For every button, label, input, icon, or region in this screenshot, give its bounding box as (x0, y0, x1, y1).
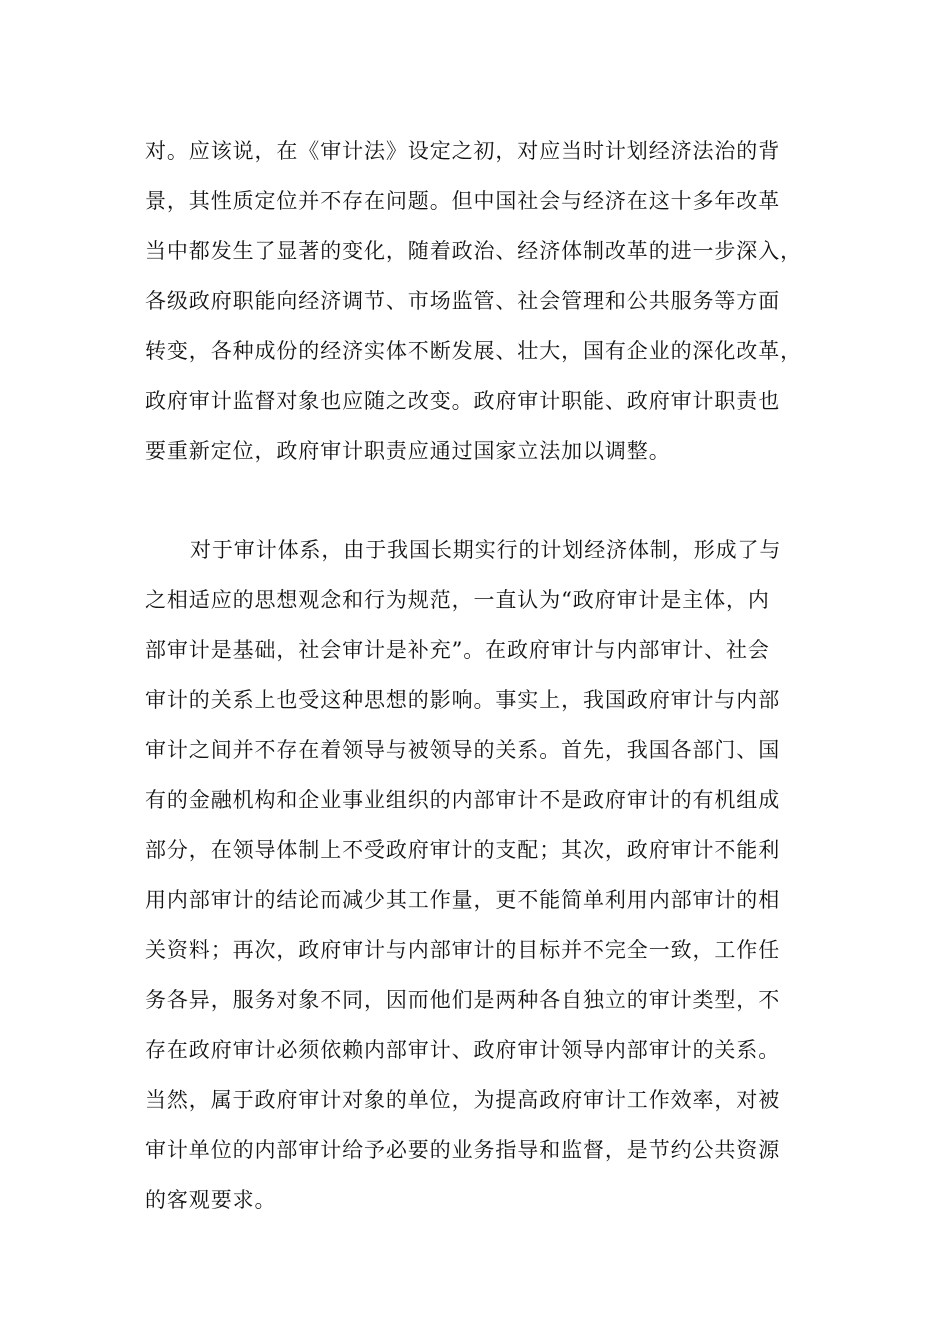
paragraph-1-line-1: 对。应该说，在《审计法》设定之初，对应当时计划经济法治的背 (145, 139, 781, 163)
paragraph-2-line-5: 审计之间并不存在着领导与被领导的关系。首先，我国各部门、国 (145, 738, 781, 762)
paragraph-2-line-13: 审计单位的内部审计给予必要的业务指导和监督，是节约公共资源 (145, 1138, 781, 1162)
paragraph-1-line-7: 要重新定位，政府审计职责应通过国家立法加以调整。 (145, 439, 671, 463)
paragraph-2-line-7: 部分，在领导体制上不受政府审计的支配；其次，政府审计不能利 (145, 838, 781, 862)
paragraph-2-line-3: 部审计是基础，社会审计是补充”。在政府审计与内部审计、社会 (145, 638, 770, 662)
paragraph-2-line-12: 当然，属于政府审计对象的单位，为提高政府审计工作效率，对被 (145, 1088, 781, 1112)
paragraph-1-line-6: 政府审计监督对象也应随之改变。政府审计职能、政府审计职责也 (145, 389, 781, 413)
paragraph-2-line-1: 对于审计体系，由于我国长期实行的计划经济体制，形成了与 (190, 538, 782, 562)
paragraph-2-line-8: 用内部审计的结论而减少其工作量，更不能简单利用内部审计的相 (145, 888, 781, 912)
paragraph-2-line-14: 的客观要求。 (145, 1188, 277, 1212)
paragraph-2-line-6: 有的金融机构和企业事业组织的内部审计不是政府审计的有机组成 (145, 788, 781, 812)
paragraph-2-line-4: 审计的关系上也受这种思想的影响。事实上，我国政府审计与内部 (145, 688, 781, 712)
paragraph-2-line-9: 关资料；再次，政府审计与内部审计的目标并不完全一致，工作任 (145, 938, 781, 962)
paragraph-1-line-2: 景，其性质定位并不存在问题。但中国社会与经济在这十多年改革 (145, 189, 781, 213)
paragraph-2-line-2: 之相适应的思想观念和行为规范，一直认为“政府审计是主体，内 (145, 588, 770, 612)
paragraph-2-line-11: 存在政府审计必须依赖内部审计、政府审计领导内部审计的关系。 (145, 1038, 781, 1062)
paragraph-1-line-4: 各级政府职能向经济调节、市场监管、社会管理和公共服务等方面 (145, 289, 781, 313)
paragraph-1-line-3: 当中都发生了显著的变化，随着政治、经济体制改革的进一步深入， (145, 239, 802, 263)
paragraph-2-line-10: 务各异，服务对象不同，因而他们是两种各自独立的审计类型，不 (145, 988, 781, 1012)
paragraph-1-line-5: 转变，各种成份的经济实体不断发展、壮大，国有企业的深化改革， (145, 339, 802, 363)
